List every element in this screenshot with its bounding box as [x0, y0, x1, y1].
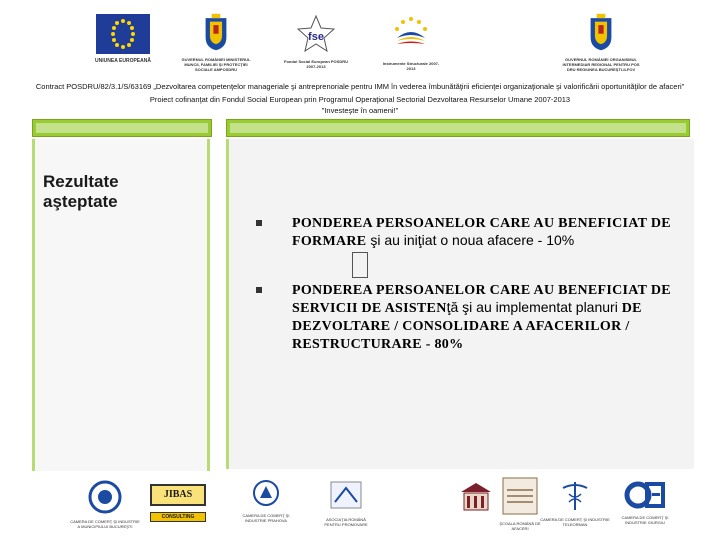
ccib-caption: CAMERA DE COMERŢ ŞI INDUSTRIE A MUNICIPIULUI BUCUREŞTI: [70, 519, 140, 529]
scoala-emblem-icon: [501, 476, 539, 516]
asoc-caption: ASOCIAŢIA ROMÂNĂ PENTRU PROMOVARE: [324, 517, 368, 527]
ministry-caption: GUVERNUL ROMÂNIEI MINISTERUL MUNCII, FAMILIEI ŞI PROTECŢIEI SOCIALE AMPOSDRU: [181, 57, 251, 72]
jibas-wordmark: JIBAS: [150, 484, 206, 506]
missing-glyph-icon: [352, 252, 368, 278]
oi-logo: [560, 12, 642, 72]
oi-caption: GUVERNUL ROMÂNIEI ORGANISMUL INTERMEDIAR REGIONAL PENTRU POS DRU REGIUNEA BUCUREŞTI-ILFOV: [562, 57, 640, 72]
slide-title-line-1: Rezultate: [43, 172, 119, 191]
jibas-logo: [150, 484, 206, 522]
scoala-logo: [498, 476, 542, 531]
left-header-bar: [32, 119, 212, 137]
ccip-caption: CAMERA DE COMERŢ ŞI INDUSTRIE PRAHOVA: [242, 513, 290, 523]
result-item-2: [292, 281, 687, 353]
fse-star-icon: [294, 14, 338, 54]
fse-logo: [284, 14, 348, 69]
instrumente-structurale-icon: [388, 14, 434, 56]
eu-flag-icon: [96, 14, 150, 54]
fse-caption: Fondul Social European POSDRU 2007-2013: [284, 59, 349, 69]
eu-logo: [88, 14, 158, 64]
ccig-logo: [612, 480, 678, 525]
scoala-caption: ŞCOALA ROMÂNĂ DE AFACERI: [499, 521, 541, 531]
school-building-logo: [452, 480, 500, 519]
header-logo-row: [0, 8, 720, 80]
slide-title: [43, 172, 119, 212]
building-icon: [458, 480, 494, 514]
asoc-emblem-icon: [327, 478, 365, 512]
coat-of-arms-icon: [588, 12, 614, 52]
project-line: Proiect cofinanţat din Fondul Social European prin Programul Operaţional Sectorial Dezvoltarea Resurselor Umane 2007-2013: [149, 95, 571, 104]
left-panel-edge-right: [207, 139, 210, 471]
ccip-emblem-icon: [251, 478, 281, 508]
result-item-1: [292, 214, 687, 250]
ministry-logo: [180, 12, 252, 72]
ccig-caption: CAMERA DE COMERŢ ŞI INDUSTRIE GIURGIU: [621, 515, 669, 525]
result-item-1-rest: şi au iniţiat o noua afacere - 10%: [366, 232, 575, 248]
contract-line: Contract POSDRU/82/3.1/S/63169 „Dezvoltarea competenţelor manageriale şi antreprenoriale pentru IMM în vederea îmbunătăţirii eficienţei organizaţionale şi valorificării oportunităţilor de afaceri”: [35, 82, 685, 91]
ccib-logo: [70, 480, 140, 529]
motto-line: "Investeşte în oameni!": [321, 106, 399, 115]
bullet-icon: [256, 220, 262, 226]
ccig-emblem-icon: [623, 480, 667, 510]
instrumente-logo: [380, 14, 442, 71]
result-item-2-rest: ţă şi au implementat planuri: [446, 299, 618, 315]
eu-caption: UNIUNEA EUROPEANĂ: [95, 58, 151, 64]
instrumente-caption: Instrumente Structurale 2007-2013: [382, 61, 440, 71]
caduceus-icon: [557, 480, 593, 512]
bullet-icon: [256, 287, 262, 293]
svg-text:fse: fse: [308, 31, 324, 43]
left-panel-edge: [32, 139, 35, 471]
right-header-bar: [226, 119, 690, 137]
ccit-logo: [540, 480, 610, 527]
ccip-logo: [232, 478, 300, 523]
jibas-subcaption: CONSULTING: [150, 512, 206, 522]
coat-of-arms-icon: [203, 12, 229, 52]
asoc-logo: [320, 478, 372, 527]
result-item-1-caps: PONDEREA PERSOANELOR CARE AU BENEFICIAT DE FORMARE: [292, 216, 671, 249]
slide-title-line-2: aşteptate: [43, 192, 118, 211]
result-item-2-caps-a: PONDEREA PERSOANELOR CARE AU BENEFICIAT DE SERVICII DE ASISTEN: [292, 283, 671, 316]
result-item-2-caps-b: DE DEZVOLTARE / CONSOLIDARE A AFACERILOR / RESTRUCTURARE - 80%: [292, 301, 642, 352]
content-panel-edge: [226, 139, 229, 469]
ccit-caption: CAMERA DE COMERŢ ŞI INDUSTRIE TELEORMAN: [540, 517, 610, 527]
ccib-emblem-icon: [88, 480, 122, 514]
